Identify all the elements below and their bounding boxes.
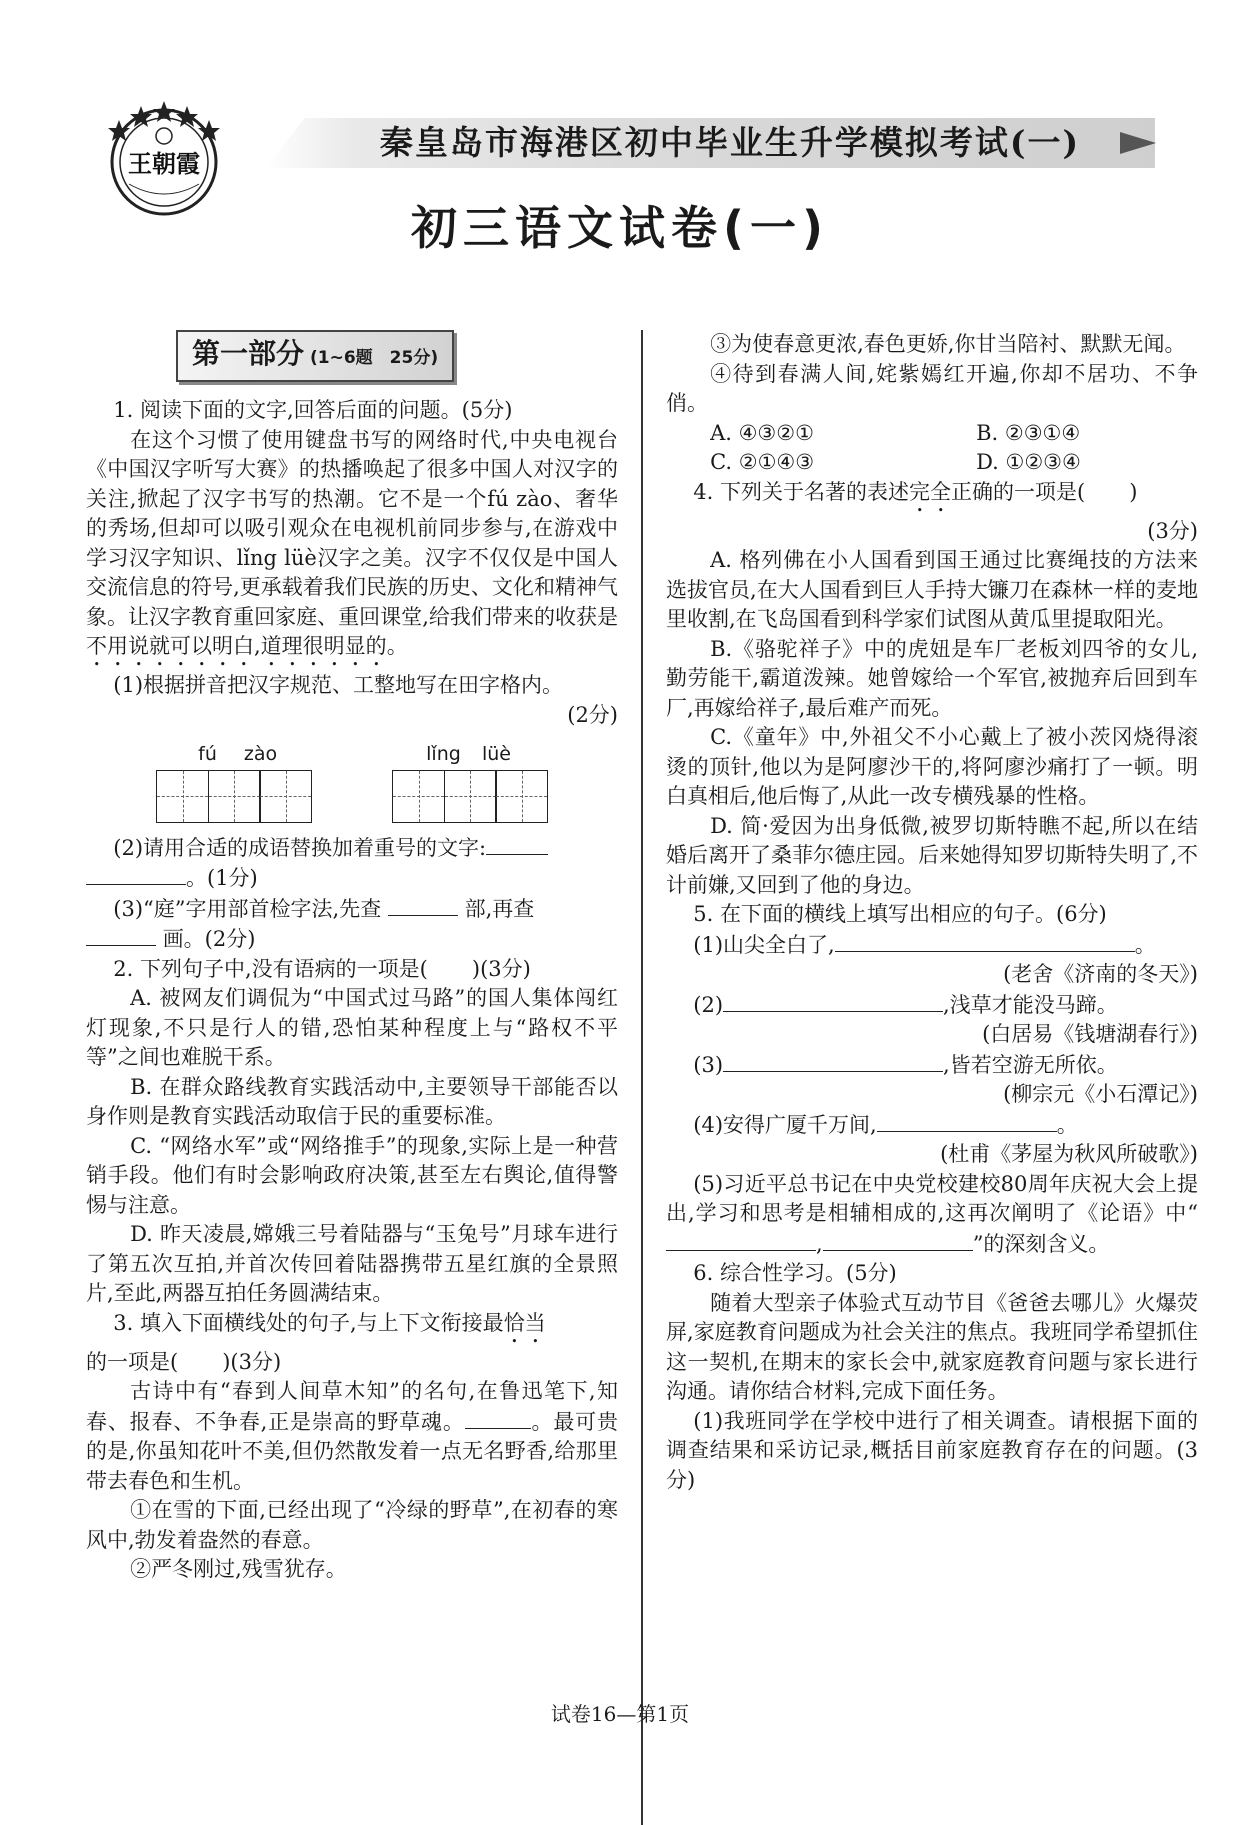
q3-sentence-1: ①在雪的下面,已经出现了“冷绿的野草”,在初春的寒风中,勃发着盎然的春意。 — [86, 1498, 618, 1552]
q3-stem-text-b: 的一项是( — [86, 1349, 179, 1374]
q1-sub3-text-c: 画。(2分) — [162, 927, 256, 951]
tianzige-cell[interactable] — [495, 770, 548, 823]
q5-item-4 — [666, 1110, 1198, 1141]
q5-stem: 5. 在下面的横线上填写出相应的句子。(6分) — [693, 902, 1107, 926]
tianzige-cell[interactable] — [444, 770, 497, 823]
exam-title: 秦皇岛市海港区初中毕业生升学模拟考试(一) — [379, 123, 1081, 162]
q3-sentence-4: ④待到春满人间,姹紫嫣红开遍,你却不居功、不争俏。 — [666, 361, 1198, 415]
column-divider — [641, 330, 643, 1825]
answer-blank[interactable] — [465, 1407, 531, 1429]
q1-sub1: (1)根据拼音把汉字规范、工整地写在田字格内。 — [113, 673, 564, 697]
q4-stem-text-b: 正确的一项是( — [951, 479, 1086, 504]
q3-sentence-2: ②严冬刚过,残雪犹存。 — [130, 1557, 347, 1581]
q3-passage — [86, 1377, 618, 1496]
q5-source-4: (杜甫《茅屋为秋风所破歌》) — [940, 1142, 1198, 1166]
part-one-label: 第一部分 — [192, 337, 305, 370]
answer-blank[interactable] — [86, 863, 186, 885]
q4-option-b: B.《骆驼祥子》中的虎妞是车厂老板刘四爷的女儿,勤劳能干,霸道泼辣。她曾嫁给一个军官,被抛弃后回到车厂,再嫁给祥子,最后难产而死。 — [666, 636, 1198, 720]
tianzige-cell[interactable] — [392, 770, 445, 823]
q2-option-a: A. 被网友们调侃为“中国式过马路”的国人集体闯红灯现象,不只是行人的错,恐怕某种程度上与“路权不平等”之间也难脱干系。 — [86, 986, 618, 1069]
q3-option-c: C. ②①④③ — [710, 450, 815, 474]
q5-item-2 — [666, 990, 1198, 1021]
q1-passage — [86, 426, 618, 672]
q5-item-2-end: ,浅草才能没马蹄。 — [943, 992, 1118, 1017]
q1-sub2-cont — [86, 863, 618, 894]
q5-item-5-end: ”的深刻含义。 — [972, 1231, 1110, 1256]
q1-sub1-score: (2分) — [567, 702, 618, 727]
answer-blank[interactable] — [388, 894, 458, 916]
q5-item-4-end: 。 — [1056, 1112, 1078, 1137]
answer-blank[interactable] — [86, 924, 156, 946]
q1-sub3-text-a: (3)“庭”字用部首检字法,先查 — [113, 896, 382, 921]
q3-sentence-3: ③为使春意更浓,春色更娇,你甘当陪衬、默默无闻。 — [710, 332, 1186, 356]
tianzige-group-1 — [156, 740, 312, 823]
q4-score: (3分) — [1147, 518, 1198, 543]
q1-sub2 — [86, 833, 618, 864]
q1-sub3-text-b: 部,再查 — [464, 896, 535, 921]
right-column — [666, 330, 1198, 1495]
tianzige-group-2 — [392, 740, 548, 823]
q5-source-2: (白居易《钱塘湖春行》) — [982, 1022, 1198, 1046]
q2-stem — [86, 955, 618, 985]
q4-option-d: D. 简·爱因为出身低微,被罗切斯特瞧不起,所以在结婚后离开了桑菲尔德庄园。后来她得知罗切斯特失明了,不计前嫌,又回到了他的身边。 — [666, 813, 1198, 897]
logo-text: 王朝霞 — [128, 149, 200, 178]
pinyin-ling: lǐng — [426, 743, 461, 765]
answer-blank[interactable] — [723, 990, 943, 1012]
q2-stem-text: 2. 下列句子中,没有语病的一项是( — [113, 956, 428, 981]
q5-item-5-text: (5)习近平总书记在中央党校建校80周年庆祝大会上提出,学习和思考是相辅相成的,这再次阐明了《论语》中“ — [666, 1171, 1198, 1225]
q5-source-1: (老舍《济南的冬天》) — [1003, 962, 1198, 986]
q2-option-b: B. 在群众路线教育实践活动中,主要领导干部能否以身作则是教育实践活动取信于民的重要标准。 — [86, 1074, 618, 1128]
pinyin-fu: fú — [198, 743, 217, 765]
q1-passage-end: 。 — [386, 634, 408, 658]
q5-item-5 — [666, 1170, 1198, 1260]
q5-item-5-sep: , — [816, 1231, 823, 1256]
answer-blank[interactable] — [877, 1110, 1057, 1132]
q6-stem: 6. 综合性学习。(5分) — [693, 1261, 897, 1285]
q2-option-d: D. 昨天凌晨,嫦娥三号着陆器与“玉兔号”月球车进行了第五次互拍,并首次传回着陆器携带五星红旗的全景照片,至此,两器互拍任务圆满结束。 — [86, 1222, 618, 1305]
q6-sub1: (1)我班同学在学校中进行了相关调查。请根据下面的调查结果和采访记录,概括目前家庭教育存在的问题。(3分) — [666, 1408, 1198, 1492]
q3-passage-text-b: 。最可贵的是,你虽知花叶不美,但仍然散发着一点无名野香,给那里带去春色和生机。 — [86, 1409, 619, 1493]
tianzige-cell[interactable] — [208, 770, 261, 823]
q4-option-a: A. 格列佛在小人国看到国王通过比赛绳技的方法来选拔官员,在大人国看到巨人手持大镰刀在森林一样的麦地里收割,在飞岛国看到科学家们试图从黄瓜里提取阳光。 — [666, 548, 1198, 631]
q1-sub2-text: (2)请用合适的成语替换加着重号的文字: — [113, 835, 487, 860]
q1-sub2-score: 。(1分) — [186, 866, 258, 890]
q3-options-row-2 — [666, 448, 1198, 478]
q5-item-2-text: (2) — [693, 992, 724, 1017]
part-one-heading — [176, 330, 454, 382]
header-arrow-icon — [1120, 132, 1156, 154]
tianzige-area — [156, 740, 618, 823]
pinyin-zao: zào — [243, 743, 278, 765]
q3-options-row-1 — [666, 419, 1198, 449]
left-column — [86, 330, 618, 1585]
q3-emphasized-text: 恰当 — [503, 1310, 546, 1335]
q2-stem-end: )(3分) — [471, 956, 531, 981]
pinyin-lue: lüè — [481, 743, 511, 765]
answer-blank[interactable] — [835, 930, 1135, 952]
q3-passage-text: 古诗中有“春到人间草木知”的名句,在鲁迅笔下,知春、报春、不争春,正是崇高的野草魂。 — [86, 1379, 618, 1434]
q4-option-c: C.《童年》中,外祖父不小心戴上了被小茨冈烧得滚烫的顶针,他以为是阿廖沙干的,将阿廖沙痛打了一顿。明白真相后,他后悔了,从此一改专横残暴的性格。 — [666, 725, 1198, 808]
q5-item-3-end: ,皆若空游无所依。 — [943, 1052, 1118, 1077]
q1-stem: 1. 阅读下面的文字,回答后面的问题。(5分) — [113, 398, 513, 422]
q1-passage-text: 在这个习惯了使用键盘书写的网络时代,中央电视台《中国汉字听写大赛》的热播唤起了很多中国人对汉字的关注,掀起了汉字书写的热潮。它不是一个fú zào、奢华的秀场,但却可以吸引观众在电视机前同步参与,在游戏中学习汉字知识、lǐng lüè汉字之美。汉字不仅仅是中国人交流信息的符号,更承载着我们民族的历史、文化和精神气象。让汉字教育重回家庭、重回课堂,给我们带来的收获是 — [86, 427, 618, 629]
q3-option-d: D. ①②③④ — [976, 450, 1081, 474]
page-footer: 试卷16—第1页 — [550, 1702, 690, 1726]
q3-stem-end: )(3分) — [222, 1349, 282, 1374]
q3-stem — [86, 1309, 618, 1348]
q3-stem-cont — [86, 1348, 618, 1378]
tianzige-cell[interactable] — [259, 770, 312, 823]
q1-emphasized-text: 不用说就可以明白,道理很明显的 — [86, 634, 387, 658]
q2-option-c: C. “网络水军”或“网络推手”的现象,实际上是一种营销手段。他们有时会影响政府决策,甚至左右舆论,值得警惕与注意。 — [86, 1133, 618, 1217]
q4-stem-end: ) — [1129, 479, 1138, 504]
paper-title: 初三语文试卷(一) — [410, 201, 830, 255]
part-one-range: (1~6题 25分) — [310, 348, 439, 368]
answer-blank[interactable] — [823, 1229, 973, 1251]
answer-blank[interactable] — [666, 1229, 816, 1251]
q4-stem — [666, 478, 1198, 517]
answer-blank[interactable] — [723, 1050, 943, 1072]
q6-passage: 随着大型亲子体验式互动节目《爸爸去哪儿》火爆荧屏,家庭教育问题成为社会关注的焦点。我班同学希望抓住这一契机,在期末的家长会中,就家庭教育问题与家长进行沟通。请你结合材料,完成下面任务。 — [666, 1290, 1198, 1403]
answer-blank[interactable] — [486, 833, 548, 855]
tianzige-cell[interactable] — [156, 770, 209, 823]
q5-item-3 — [666, 1050, 1198, 1081]
q3-option-b: B. ②③①④ — [976, 420, 1081, 445]
q5-item-3-text: (3) — [693, 1052, 724, 1077]
q5-item-1 — [666, 930, 1198, 961]
q1-sub3-cont — [86, 924, 618, 955]
q3-option-a: A. ④③②① — [710, 420, 814, 445]
q4-stem-text: 4. 下列关于名著的表述 — [693, 479, 910, 504]
q5-item-1-end: 。 — [1134, 932, 1156, 957]
q1-sub3 — [86, 894, 618, 925]
q5-item-1-text: (1)山尖全白了, — [693, 932, 835, 957]
q3-stem-text: 3. 填入下面横线处的句子,与上下文衔接最 — [113, 1310, 504, 1335]
q5-item-4-text: (4)安得广厦千万间, — [693, 1112, 877, 1137]
q4-emphasized-text: 完全 — [909, 479, 952, 504]
q5-source-3: (柳宗元《小石潭记》) — [1003, 1082, 1198, 1106]
